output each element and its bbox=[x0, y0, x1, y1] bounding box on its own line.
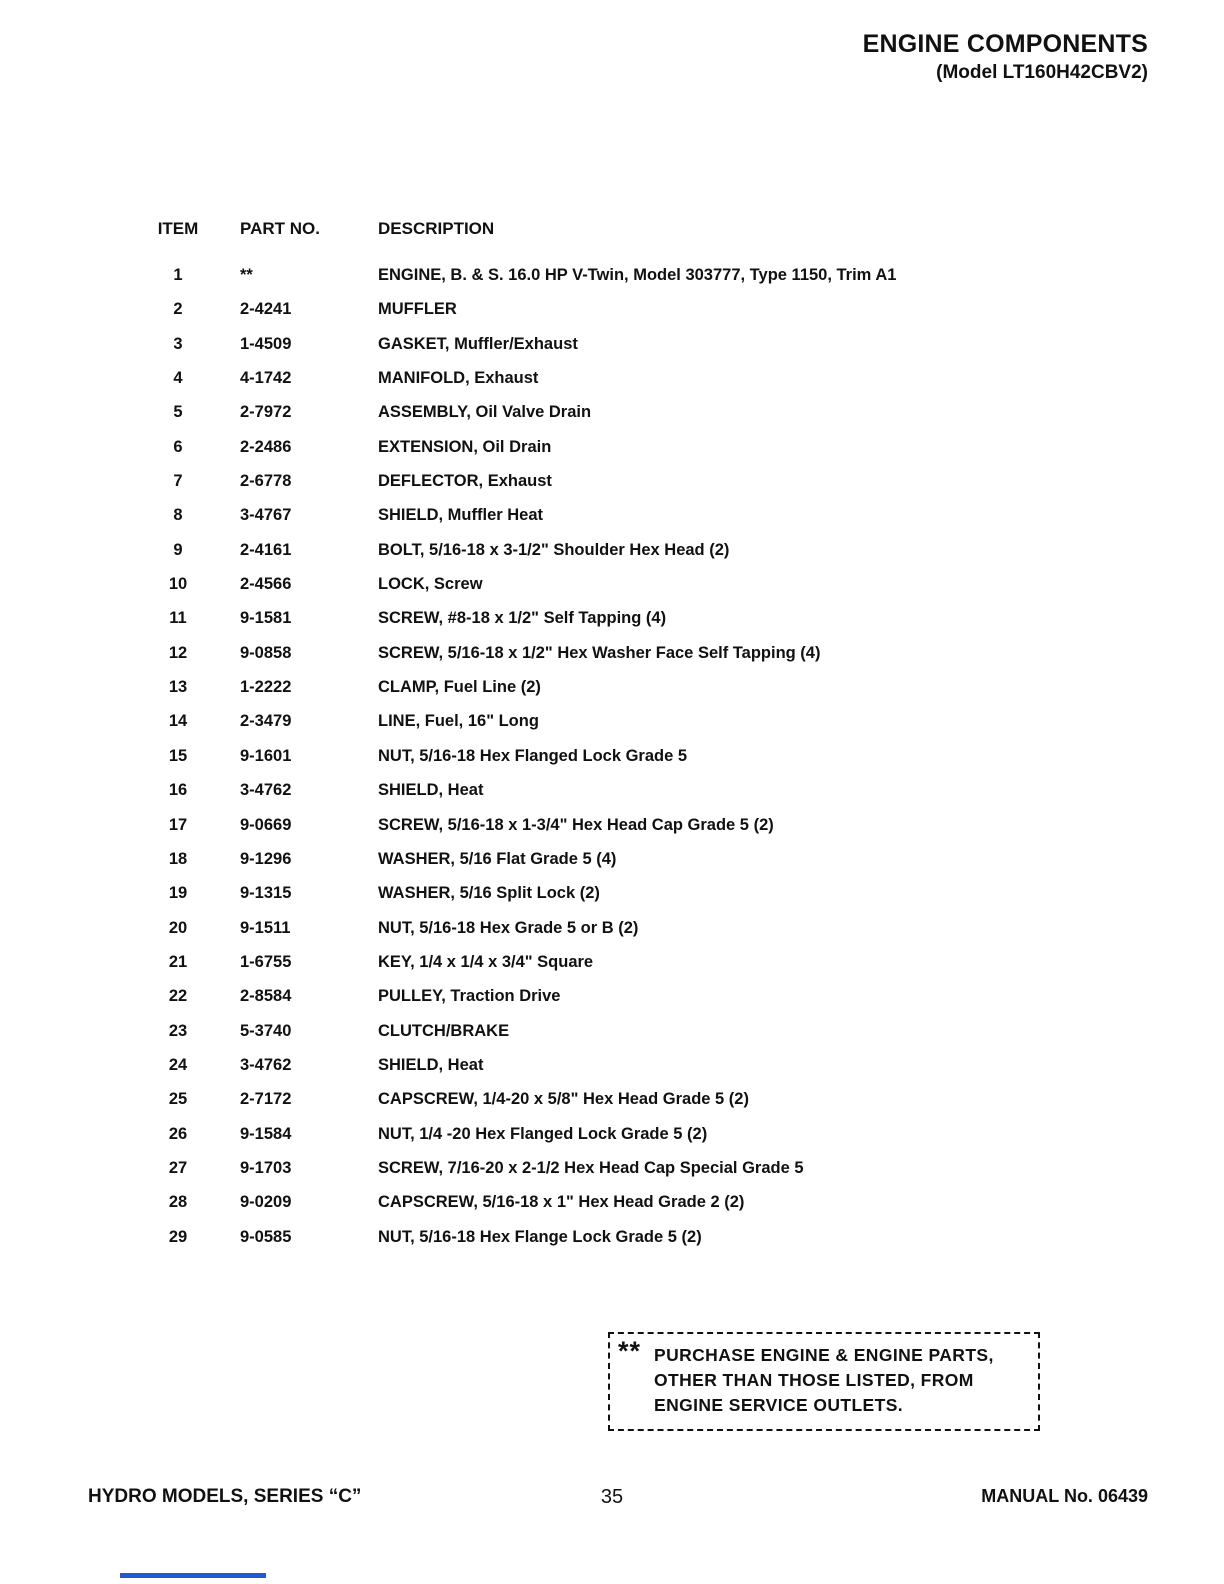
description-cell: KEY, 1/4 x 1/4 x 3/4" Square bbox=[378, 952, 594, 971]
table-row bbox=[150, 945, 1164, 979]
part-no-cell: 2-7972 bbox=[240, 403, 292, 422]
table-row bbox=[150, 601, 1164, 635]
description-cell: WASHER, 5/16 Split Lock (2) bbox=[378, 884, 600, 903]
description-cell: SHIELD, Muffler Heat bbox=[378, 506, 544, 525]
item-cell: 12 bbox=[168, 643, 188, 662]
item-cell: 3 bbox=[173, 334, 183, 353]
column-header-part-no: PART NO. bbox=[240, 219, 320, 238]
part-no-cell: 2-4566 bbox=[240, 575, 292, 594]
part-no-cell: 9-0669 bbox=[240, 815, 292, 834]
part-no-cell: 9-1703 bbox=[240, 1158, 292, 1177]
table-row bbox=[150, 533, 1164, 567]
table-row bbox=[150, 1220, 1164, 1254]
table-row bbox=[150, 636, 1164, 670]
table-row bbox=[150, 361, 1164, 395]
page-subtitle: (Model LT160H42CBV2) bbox=[936, 62, 1148, 83]
description-cell: SHIELD, Heat bbox=[378, 1055, 484, 1074]
item-cell: 21 bbox=[168, 952, 188, 971]
item-cell: 8 bbox=[173, 506, 183, 525]
description-cell: EXTENSION, Oil Drain bbox=[378, 437, 552, 456]
part-no-cell: 9-1315 bbox=[240, 884, 292, 903]
item-cell: 15 bbox=[168, 746, 188, 765]
table-row bbox=[150, 464, 1164, 498]
description-cell: WASHER, 5/16 Flat Grade 5 (4) bbox=[378, 849, 617, 868]
description-cell: CLUTCH/BRAKE bbox=[378, 1021, 510, 1040]
description-cell: CLAMP, Fuel Line (2) bbox=[378, 678, 541, 697]
part-no-cell: 2-8584 bbox=[240, 987, 292, 1006]
page-title: ENGINE COMPONENTS bbox=[862, 30, 1148, 58]
table-row bbox=[150, 258, 1164, 292]
blue-underline bbox=[120, 1573, 266, 1578]
description-cell: SCREW, 5/16-18 x 1/2" Hex Washer Face Self Tapping (4) bbox=[378, 643, 821, 662]
table-row bbox=[150, 567, 1164, 601]
part-no-cell: 9-1584 bbox=[240, 1124, 292, 1143]
table-row bbox=[150, 1117, 1164, 1151]
description-cell: NUT, 5/16-18 Hex Flange Lock Grade 5 (2) bbox=[378, 1227, 702, 1246]
part-no-cell: 3-4762 bbox=[240, 781, 292, 800]
description-cell: CAPSCREW, 5/16-18 x 1" Hex Head Grade 2 (2) bbox=[378, 1193, 745, 1212]
item-cell: 5 bbox=[173, 403, 183, 422]
table-row bbox=[150, 773, 1164, 807]
part-no-cell: 3-4767 bbox=[240, 506, 292, 525]
item-cell: 20 bbox=[168, 918, 188, 937]
item-cell: 18 bbox=[168, 849, 188, 868]
part-no-cell: 2-2486 bbox=[240, 437, 292, 456]
table-row bbox=[150, 876, 1164, 910]
item-cell: 13 bbox=[168, 678, 188, 697]
description-cell: SHIELD, Heat bbox=[378, 781, 484, 800]
description-cell: ENGINE, B. & S. 16.0 HP V-Twin, Model 303777, Type 1150, Trim A1 bbox=[378, 266, 897, 284]
part-no-cell: 3-4762 bbox=[240, 1055, 292, 1074]
item-cell: 27 bbox=[168, 1158, 188, 1177]
table-row bbox=[150, 430, 1164, 464]
part-no-cell: 2-7172 bbox=[240, 1090, 292, 1109]
part-no-cell: 9-0858 bbox=[240, 643, 292, 662]
item-cell: 29 bbox=[168, 1227, 188, 1246]
part-no-cell: 9-1296 bbox=[240, 849, 292, 868]
table-row bbox=[150, 1082, 1164, 1116]
description-cell: MANIFOLD, Exhaust bbox=[378, 369, 539, 388]
part-no-cell: 2-3479 bbox=[240, 712, 292, 731]
footer-manual-number: MANUAL No. 06439 bbox=[981, 1486, 1148, 1506]
description-cell: PULLEY, Traction Drive bbox=[378, 987, 561, 1006]
table-row bbox=[150, 1185, 1164, 1219]
description-cell: SCREW, 5/16-18 x 1-3/4" Hex Head Cap Grade 5 (2) bbox=[378, 815, 774, 834]
description-cell: DEFLECTOR, Exhaust bbox=[378, 472, 552, 491]
table-row bbox=[150, 395, 1164, 429]
table-row bbox=[150, 842, 1164, 876]
table-row bbox=[150, 911, 1164, 945]
description-cell: LOCK, Screw bbox=[378, 575, 483, 594]
description-cell: NUT, 5/16-18 Hex Flanged Lock Grade 5 bbox=[378, 746, 688, 765]
description-cell: SCREW, #8-18 x 1/2" Self Tapping (4) bbox=[378, 609, 667, 628]
item-cell: 7 bbox=[173, 472, 183, 491]
item-cell: 14 bbox=[168, 712, 188, 731]
description-cell: BOLT, 5/16-18 x 3-1/2" Shoulder Hex Head (2) bbox=[378, 540, 730, 559]
footer-model-series: HYDRO MODELS, SERIES “C” bbox=[88, 1486, 362, 1507]
item-cell: 28 bbox=[168, 1193, 188, 1212]
item-cell: 17 bbox=[168, 815, 188, 834]
part-no-cell: 9-1581 bbox=[240, 609, 292, 628]
part-no-cell: 1-2222 bbox=[240, 678, 292, 697]
table-row bbox=[150, 1014, 1164, 1048]
part-no-cell: 2-4161 bbox=[240, 540, 292, 559]
description-cell: NUT, 5/16-18 Hex Grade 5 or B (2) bbox=[378, 918, 639, 937]
item-cell: 25 bbox=[168, 1090, 188, 1109]
parts-table bbox=[150, 214, 1164, 1254]
note-line: OTHER THAN THOSE LISTED, FROM bbox=[654, 1370, 974, 1390]
part-no-cell: 4-1742 bbox=[240, 369, 292, 388]
description-cell: LINE, Fuel, 16" Long bbox=[378, 712, 539, 731]
part-no-cell: 5-3740 bbox=[240, 1021, 292, 1040]
document-header bbox=[863, 30, 1148, 84]
item-cell: 22 bbox=[168, 987, 188, 1006]
item-cell: 16 bbox=[168, 781, 188, 800]
column-header-item: ITEM bbox=[157, 219, 199, 238]
part-no-cell: 9-1511 bbox=[240, 918, 291, 937]
column-header-description: DESCRIPTION bbox=[378, 219, 495, 238]
table-row bbox=[150, 739, 1164, 773]
item-cell: 23 bbox=[168, 1021, 188, 1040]
item-cell: 19 bbox=[168, 884, 188, 903]
item-cell: 24 bbox=[168, 1055, 188, 1074]
table-row bbox=[150, 1151, 1164, 1185]
table-header-row bbox=[150, 214, 1164, 244]
table-row bbox=[150, 979, 1164, 1013]
table-row bbox=[150, 292, 1164, 326]
part-no-cell: ** bbox=[240, 266, 253, 284]
note-line: ENGINE SERVICE OUTLETS. bbox=[654, 1395, 904, 1415]
note-box bbox=[608, 1332, 1040, 1431]
description-cell: NUT, 1/4 -20 Hex Flanged Lock Grade 5 (2) bbox=[378, 1124, 708, 1143]
part-no-cell: 2-6778 bbox=[240, 472, 292, 491]
table-row bbox=[150, 704, 1164, 738]
table-row bbox=[150, 327, 1164, 361]
table-body bbox=[150, 258, 1164, 1254]
item-cell: 11 bbox=[169, 609, 187, 628]
table-row bbox=[150, 1048, 1164, 1082]
description-cell: SCREW, 7/16-20 x 2-1/2 Hex Head Cap Special Grade 5 bbox=[378, 1158, 804, 1177]
part-no-cell: 2-4241 bbox=[240, 300, 292, 319]
document-footer bbox=[0, 1486, 1224, 1512]
item-cell: 9 bbox=[173, 540, 183, 559]
item-cell: 10 bbox=[168, 575, 188, 594]
item-cell: 4 bbox=[173, 369, 183, 388]
note-line: PURCHASE ENGINE & ENGINE PARTS, bbox=[654, 1345, 994, 1365]
page-number: 35 bbox=[600, 1486, 624, 1508]
item-cell: 6 bbox=[173, 437, 183, 456]
asterisk-marker: ** bbox=[618, 1336, 642, 1366]
description-cell: MUFFLER bbox=[378, 300, 457, 319]
description-cell: GASKET, Muffler/Exhaust bbox=[378, 334, 578, 353]
part-no-cell: 1-6755 bbox=[240, 952, 292, 971]
part-no-cell: 9-1601 bbox=[240, 746, 292, 765]
table-row bbox=[150, 670, 1164, 704]
description-cell: ASSEMBLY, Oil Valve Drain bbox=[378, 403, 592, 422]
item-cell: 26 bbox=[168, 1124, 188, 1143]
part-no-cell: 1-4509 bbox=[240, 334, 292, 353]
description-cell: CAPSCREW, 1/4-20 x 5/8" Hex Head Grade 5 (2) bbox=[378, 1090, 749, 1109]
item-cell: 2 bbox=[173, 300, 183, 319]
item-cell: 1 bbox=[173, 266, 183, 284]
table-row bbox=[150, 808, 1164, 842]
table-row bbox=[150, 498, 1164, 532]
part-no-cell: 9-0209 bbox=[240, 1193, 292, 1212]
part-no-cell: 9-0585 bbox=[240, 1227, 292, 1246]
